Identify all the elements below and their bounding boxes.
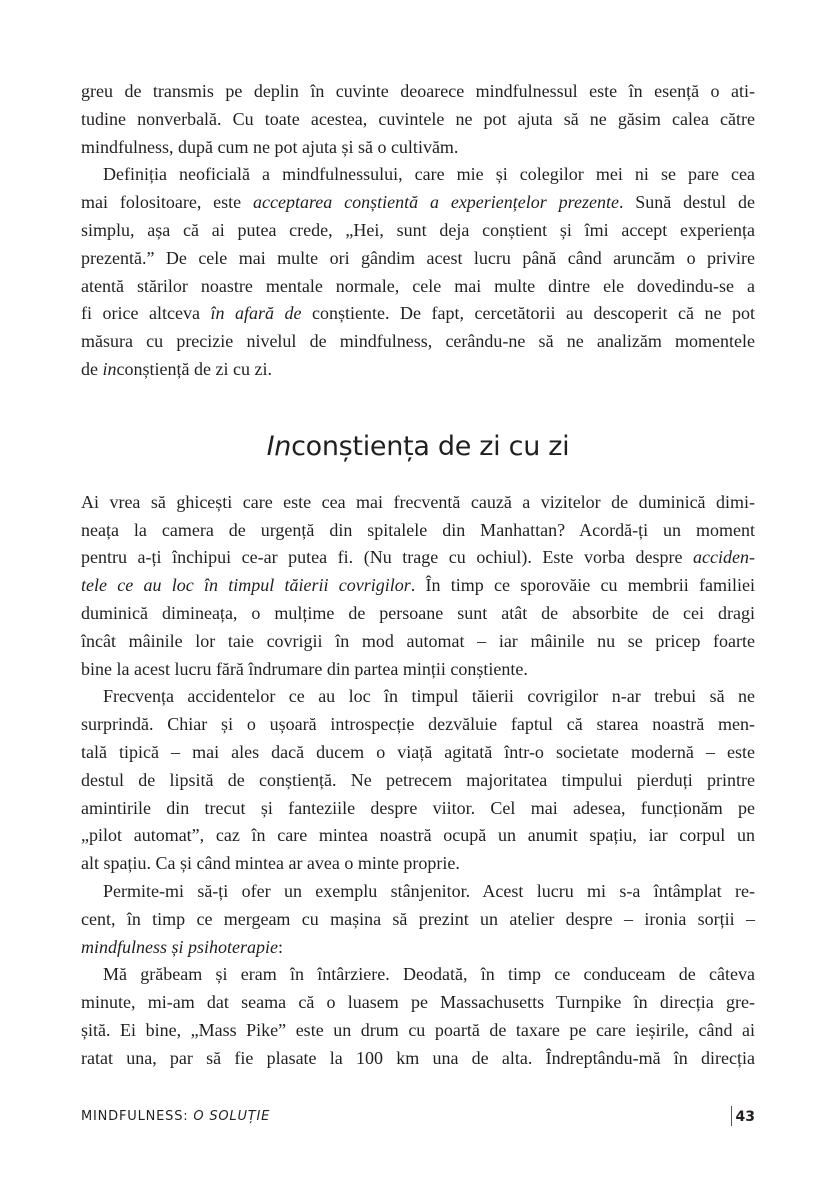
running-footer-title xyxy=(81,1109,270,1124)
text-run: Permite-mi să-ți ofer un exemplu stânjenitor. Acest lucru mi s-a întâmplat re- xyxy=(103,880,755,901)
text-run: : xyxy=(278,936,284,957)
text-line xyxy=(81,273,755,301)
paragraph xyxy=(81,961,755,1072)
text-line xyxy=(81,989,755,1017)
paragraph xyxy=(81,161,755,383)
text-run: pentru a-ți închipui ce-ar putea fi. (Nu trage cu ochiul). Este vorba despre xyxy=(81,547,694,568)
text-line xyxy=(81,822,755,850)
text-run: mindfulness, după cum ne pot ajuta și să o cultivăm. xyxy=(81,136,459,157)
page-footer xyxy=(81,1106,755,1128)
text-run: duminică dimineața, o mulțime de persoane sunt atât de absorbite de cei dragi xyxy=(81,602,755,623)
text-line xyxy=(81,656,755,684)
page-number: 43 xyxy=(731,1106,755,1126)
text-run: destul de lipsită de conștiență. Ne petrecem majoritatea timpului pierduți printre xyxy=(81,769,755,790)
text-run: alt spațiu. Ca și când mintea ar avea o minte proprie. xyxy=(81,853,460,874)
text-run: cent, în timp ce mergeam cu mașina să prezint un atelier despre – ironia sorții – xyxy=(81,908,755,929)
text-run: Frecvența accidentelor ce au loc în timpul tăierii covrigilor n-ar trebui să ne xyxy=(103,686,755,707)
text-run: mai folositoare, este xyxy=(81,192,253,213)
text-run: . În timp ce sporovăie cu membrii familiei xyxy=(410,575,755,596)
paragraph xyxy=(81,878,755,961)
paragraph xyxy=(81,78,755,161)
text-run: șită. Ei bine, „Mass Pike” este un drum cu poartă de taxare pe care ieșirile, când ai xyxy=(81,1019,755,1040)
text-line xyxy=(81,906,755,934)
italic-text: In xyxy=(266,430,292,462)
page-body xyxy=(81,78,755,1073)
italic-text: în afară de xyxy=(210,303,302,324)
text-line xyxy=(81,600,755,628)
text-line xyxy=(81,934,755,962)
text-run: surprindă. Chiar și o ușoară introspecție dezvăluie faptul că starea noastră men- xyxy=(81,714,755,735)
italic-text: mindfulness și psihoterapie xyxy=(81,936,278,957)
paragraph xyxy=(81,683,755,878)
text-line xyxy=(81,189,755,217)
text-run: ratat una, par să fie plasate la 100 km una de alta. Îndreptându-mă în direcția xyxy=(81,1047,755,1068)
text-line xyxy=(81,300,755,328)
text-line xyxy=(81,572,755,600)
footer-book-title: MINDFULNESS: xyxy=(81,1109,194,1124)
text-line xyxy=(81,161,755,189)
text-line xyxy=(81,628,755,656)
text-line xyxy=(81,544,755,572)
italic-text: tele ce au loc în timpul tăierii covrigilor xyxy=(81,575,411,596)
text-run: bine la acest lucru fără îndrumare din partea minții conștiente. xyxy=(81,658,528,679)
text-line xyxy=(81,106,755,134)
text-line xyxy=(81,1045,755,1073)
text-line xyxy=(81,1017,755,1045)
text-run: conștiența de zi cu zi xyxy=(291,430,570,462)
text-run: neața la camera de urgență din spitalele din Manhattan? Acordă-ți un moment xyxy=(81,519,755,540)
text-line xyxy=(81,961,755,989)
text-run: măsura cu precizie nivelul de mindfulness, cerându-ne să ne analizăm momentele xyxy=(81,331,755,352)
text-run: amintirile din trecut și fanteziile despre viitor. Cel mai adesea, funcționăm pe xyxy=(81,797,755,818)
text-run: simplu, așa că ai putea crede, „Hei, sunt deja conștient și îmi accept experiența xyxy=(81,219,755,240)
section-inconstienta xyxy=(81,489,755,1073)
italic-text: acceptarea conștientă a experiențelor prezente xyxy=(253,192,619,213)
text-run: . Sună destul de xyxy=(618,192,755,213)
text-line xyxy=(81,134,755,162)
text-run: Mă grăbeam și eram în întârziere. Deodată, în timp ce conduceam de câteva xyxy=(103,964,755,985)
text-run: „pilot automat”, caz în care mintea noastră ocupă un anumit spațiu, iar corpul un xyxy=(81,825,755,846)
paragraph xyxy=(81,489,755,684)
text-line xyxy=(81,489,755,517)
text-run: tudine nonverbală. Cu toate acestea, cuvintele ne pot ajuta să ne găsim calea către xyxy=(81,108,755,129)
text-line xyxy=(81,517,755,545)
italic-text: acciden- xyxy=(693,547,755,568)
text-line xyxy=(81,683,755,711)
text-line xyxy=(81,850,755,878)
text-run: atentă stărilor noastre mentale normale, cele mai multe dintre ele dovedindu-se a xyxy=(81,275,755,296)
italic-text: in xyxy=(102,358,117,379)
text-run: fi orice altceva xyxy=(81,303,211,324)
text-line xyxy=(81,217,755,245)
text-line xyxy=(81,78,755,106)
text-run: încât mâinile lor taie covrigii în mod automat – iar mâinile nu se pricep foarte xyxy=(81,630,755,651)
text-line xyxy=(81,767,755,795)
text-run: de xyxy=(81,358,103,379)
section-intro xyxy=(81,78,755,384)
text-line xyxy=(81,328,755,356)
text-line xyxy=(81,711,755,739)
text-line xyxy=(81,245,755,273)
text-run: conștiente. De fapt, cercetătorii au descoperit că ne pot xyxy=(301,303,755,324)
text-line xyxy=(81,878,755,906)
text-line xyxy=(81,795,755,823)
text-line xyxy=(81,739,755,767)
text-run: conștiență de zi cu zi. xyxy=(116,358,272,379)
text-run: Definiția neoficială a mindfulnessului, care mie și colegilor mei ni se pare cea xyxy=(103,164,755,185)
section-heading xyxy=(81,425,755,469)
text-run: greu de transmis pe deplin în cuvinte deoarece mindfulnessul este în esență o ati- xyxy=(81,81,755,101)
text-run: Ai vrea să ghicești care este cea mai frecventă cauză a vizitelor de duminică dimi- xyxy=(81,491,755,512)
footer-book-subtitle: O SOLUȚIE xyxy=(193,1109,271,1124)
text-run: prezentă.” De cele mai multe ori gândim acest lucru până când aruncăm o privire xyxy=(81,247,755,268)
text-line xyxy=(81,356,755,384)
text-run: minute, mi-am dat seama că o luasem pe Massachusetts Turnpike în direcția gre- xyxy=(81,992,755,1013)
text-run: tală tipică – mai ales dacă ducem o viață agitată într-o societate modernă – este xyxy=(81,741,755,762)
